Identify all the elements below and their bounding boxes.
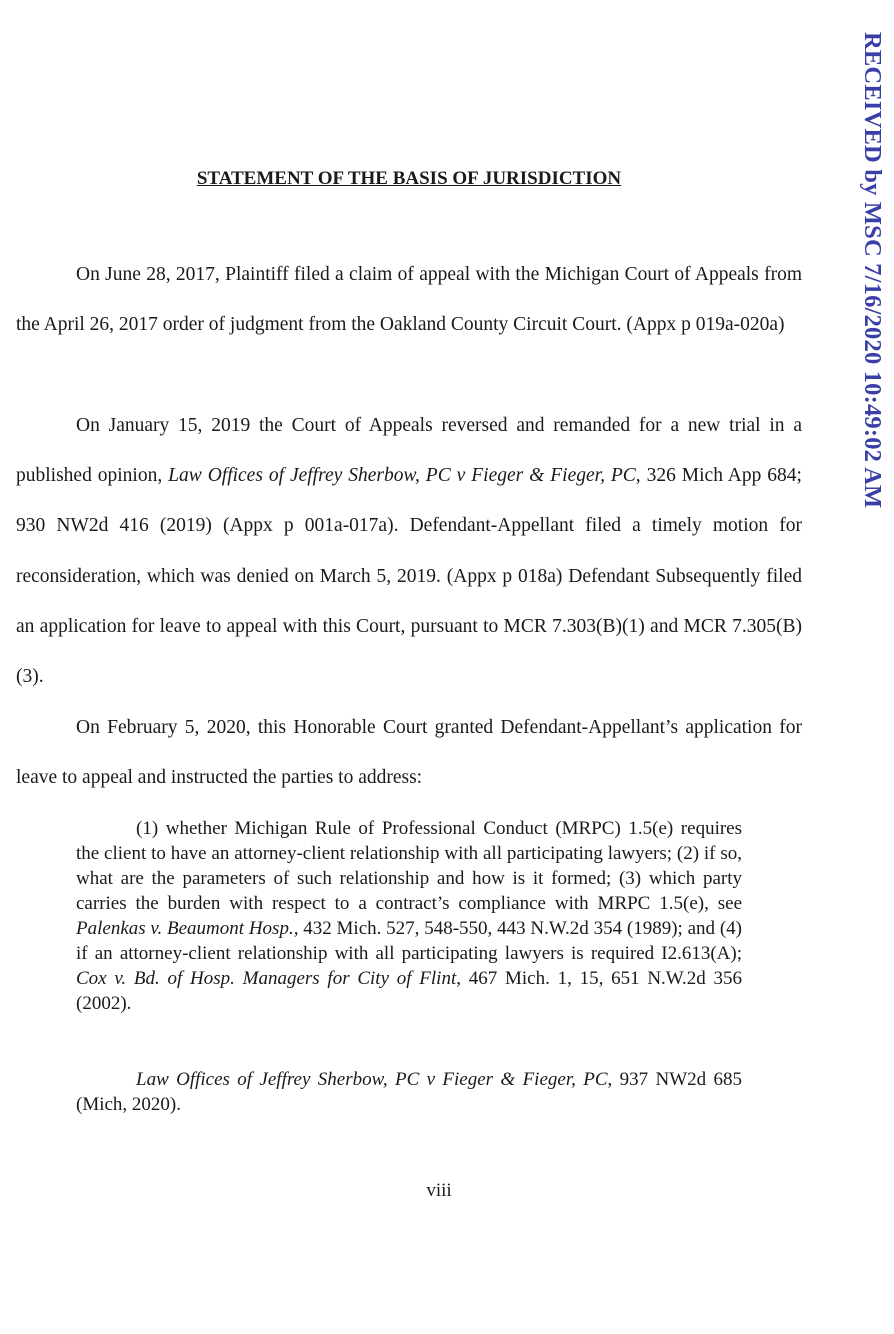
quote-part-1: (1) whether Michigan Rule of Professional Conduct (MRPC) 1.5(e) requires the client to have an attorney-client relationship with all participating lawyers; (2) if so, what are the parameters of such relationship and how is it formed; (3) which party carries the burden with respect to a contract’s compliance with MRPC 1.5(e), see: [76, 818, 742, 914]
paragraph-2-before: On January 15, 2019 the Court of Appeals reversed and remanded for a new trial in a published opinion,: [16, 415, 802, 487]
quote-part-2: , 432 Mich. 527, 548-550, 443 N.W.2d 354 (1989); and (4) if an attorney-client relationship with all participating lawyers is required I2.613(A);: [76, 918, 742, 964]
paragraph-2-after: , 326 Mich App 684; 930 NW2d 416 (2019) (Appx p 001a-017a). Defendant-Appellant filed a timely motion for reconsideration, which was denied on March 5, 2019. (Appx p 018a) Defendant Subsequently filed an application for leave to appeal with this Court, pursuant to MCR 7.303(B)(1) and MCR 7.305(B)(3).: [16, 465, 802, 688]
paragraph-1: [16, 250, 802, 350]
paragraph-2-text: [16, 401, 802, 702]
paragraph-3-text: On February 5, 2020, this Honorable Court granted Defendant-Appellant’s application for leave to appeal and instructed the parties to address:: [16, 717, 802, 789]
case-citation-sherbow-2020: Law Offices of Jeffrey Sherbow, PC v Fieger & Fieger, PC: [136, 1069, 608, 1090]
block-quote-order: [76, 816, 742, 1016]
citation-reporter: , 937 NW2d 685 (Mich, 2020).: [76, 1069, 743, 1115]
block-quote-citation: [76, 1067, 742, 1117]
block-quote-order-text: [76, 816, 742, 1016]
case-citation-palenkas: Palenkas v. Beaumont Hosp.: [76, 918, 294, 939]
paragraph-1-text: On June 28, 2017, Plaintiff filed a claim of appeal with the Michigan Court of Appeals from the April 26, 2017 order of judgment from the Oakland County Circuit Court. (Appx p 019a-020a): [16, 264, 802, 336]
received-stamp: RECEIVED by MSC 7/16/2020 10:49:02 AM: [859, 32, 886, 509]
paragraph-3: [16, 703, 802, 803]
paragraph-2: [16, 401, 802, 702]
quote-part-3: , 467 Mich. 1, 15, 651 N.W.2d 356 (2002).: [76, 968, 742, 1014]
page-number: viii: [426, 1180, 452, 1201]
case-citation-sherbow: Law Offices of Jeffrey Sherbow, PC v Fieger & Fieger, PC: [168, 465, 636, 487]
section-heading: STATEMENT OF THE BASIS OF JURISDICTION: [196, 168, 622, 189]
block-quote-citation-text: [76, 1067, 742, 1117]
case-citation-cox: Cox v. Bd. of Hosp. Managers for City of Flint: [76, 968, 457, 989]
